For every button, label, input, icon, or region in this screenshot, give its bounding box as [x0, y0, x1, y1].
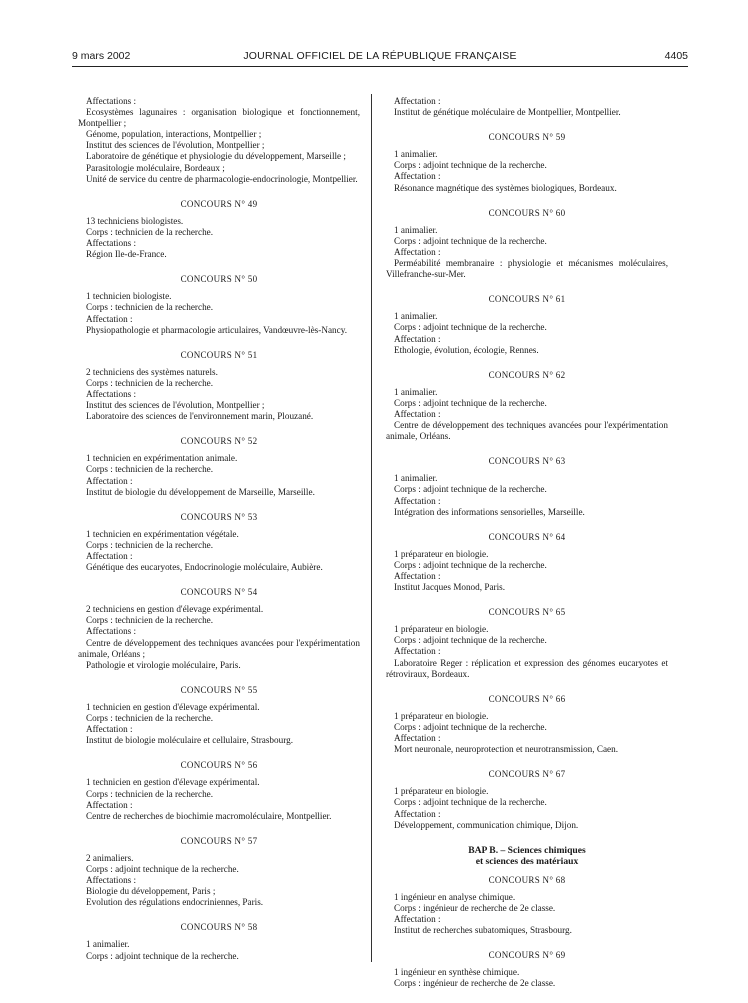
left-intro-block — [78, 96, 360, 185]
right-intro-block — [386, 96, 668, 118]
text-line: Corps : adjoint technique de la recherche. — [394, 797, 547, 808]
text-line: 1 animalier. — [394, 386, 438, 397]
concours-title: CONCOURS N° 49 — [180, 198, 258, 209]
text-line: 1 animalier. — [86, 939, 130, 950]
concours-block-60 — [386, 208, 668, 281]
concours-title: CONCOURS N° 53 — [180, 511, 258, 522]
text-line: 13 techniciens biologistes. — [86, 215, 184, 226]
text-line: 1 technicien en gestion d'élevage expérimental. — [86, 777, 260, 788]
text-line: Biologie du développement, Paris ; — [86, 886, 216, 897]
concours-title: CONCOURS N° 65 — [488, 607, 566, 618]
text-line: 1 ingénieur en analyse chimique. — [394, 891, 516, 902]
concours-title: CONCOURS N° 69 — [488, 950, 566, 961]
text-line: 2 animaliers. — [86, 852, 134, 863]
concours-block-62 — [386, 370, 668, 443]
text-line: Parasitologie moléculaire, Bordeaux ; — [86, 162, 225, 173]
concours-block-66 — [386, 694, 668, 755]
text-line: 1 préparateur en biologie. — [394, 624, 489, 635]
text-line: Institut de génétique moléculaire de Montpellier, Montpellier. — [394, 107, 621, 118]
text-line: 1 technicien en expérimentation animale. — [86, 453, 238, 464]
text-line: Institut Jacques Monod, Paris. — [394, 582, 506, 593]
concours-block-57 — [78, 836, 360, 909]
text-line: Centre de développement des techniques avancées pour l'expérimentation animale, Orléans ; — [78, 637, 360, 659]
text-line: Corps : adjoint technique de la recherche. — [394, 160, 547, 171]
text-line: Corps : technicien de la recherche. — [86, 302, 214, 313]
text-line: 1 animalier. — [394, 149, 438, 160]
text-line: Affectation : — [394, 913, 441, 924]
concours-block-65 — [386, 607, 668, 680]
text-line: 1 préparateur en biologie. — [394, 786, 489, 797]
concours-block-53 — [78, 512, 360, 573]
concours-block-58 — [78, 922, 360, 961]
text-line: Affectation : — [86, 799, 133, 810]
text-line: Affectation : — [394, 571, 441, 581]
concours-title: CONCOURS N° 54 — [180, 587, 258, 598]
text-line: Institut de recherches subatomiques, Strasbourg. — [394, 925, 572, 936]
text-line: Corps : adjoint technique de la recherche. — [86, 863, 239, 874]
text-line: Mort neuronale, neuroprotection et neurotransmission, Caen. — [394, 744, 619, 755]
text-line: Intégration des informations sensorielles, Marseille. — [394, 506, 585, 517]
text-line: Physiopathologie et pharmacologie articulaires, Vandœuvre-lès-Nancy. — [86, 324, 347, 335]
text-line: Institut de biologie du développement de Marseille, Marseille. — [86, 486, 315, 497]
text-line: Corps : adjoint technique de la recherche. — [394, 559, 547, 570]
text-line: Génome, population, interactions, Montpellier ; — [86, 129, 262, 140]
text-line: Corps : adjoint technique de la recherche. — [394, 397, 547, 408]
text-line: Affectation : — [86, 724, 133, 735]
text-line: Unité de service du centre de pharmacologie-endocrinologie, Montpellier. — [86, 173, 358, 184]
text-line: Corps : adjoint technique de la recherche. — [394, 721, 547, 732]
bap-heading — [386, 845, 668, 867]
concours-title: CONCOURS N° 66 — [488, 693, 566, 704]
text-line: Laboratoire de génétique et physiologie du développement, Marseille ; — [86, 151, 346, 162]
text-line: Affectation : — [394, 808, 441, 819]
text-line: Affectations : — [86, 388, 137, 399]
text-line: Perméabilité membranaire : physiologie et mécanismes moléculaires, Villefranche-sur-Mer. — [386, 258, 668, 280]
text-line: Région Ile-de-France. — [86, 249, 167, 260]
concours-block-61 — [386, 294, 668, 355]
text-line: Corps : ingénieur de recherche de 2e classe. — [394, 978, 556, 989]
text-line: Corps : technicien de la recherche. — [86, 539, 214, 550]
text-line: Corps : adjoint technique de la recherche. — [394, 235, 547, 246]
text-line: Pathologie et virologie moléculaire, Paris. — [86, 659, 241, 670]
right-column — [386, 96, 668, 1003]
text-line: 2 techniciens des systèmes naturels. — [86, 366, 218, 377]
concours-title: CONCOURS N° 52 — [180, 436, 258, 447]
concours-block-51 — [78, 350, 360, 423]
concours-title: CONCOURS N° 67 — [488, 769, 566, 780]
concours-block-54 — [78, 587, 360, 671]
text-line: Corps : technicien de la recherche. — [86, 377, 214, 388]
text-line: Affectations : — [86, 875, 137, 886]
page-header — [72, 50, 688, 67]
text-line: Résonance magnétique des systèmes biologiques, Bordeaux. — [394, 182, 617, 193]
concours-title: CONCOURS N° 63 — [488, 456, 566, 467]
text-line: Affectation : — [394, 495, 441, 506]
text-line: Corps : adjoint technique de la recherche. — [86, 950, 239, 961]
concours-title: CONCOURS N° 62 — [488, 369, 566, 380]
text-line: Affectation : — [394, 96, 441, 106]
text-line: 1 animalier. — [394, 224, 438, 235]
concours-title: CONCOURS N° 55 — [180, 684, 258, 695]
text-line: Ecosystèmes lagunaires : organisation biologique et fonctionnement, Montpellier ; — [78, 107, 360, 129]
concours-block-67 — [386, 769, 668, 830]
text-line: Institut des sciences de l'évolution, Montpellier ; — [86, 140, 265, 151]
text-line: Corps : adjoint technique de la recherche. — [394, 484, 547, 495]
concours-title: CONCOURS N° 68 — [488, 874, 566, 885]
text-line: Affectations : — [86, 626, 137, 637]
text-line: Institut des sciences de l'évolution, Montpellier ; — [86, 400, 265, 411]
text-line: Corps : adjoint technique de la recherche. — [394, 635, 547, 646]
text-line: 1 préparateur en biologie. — [394, 548, 489, 559]
text-line: Institut de biologie moléculaire et cellulaire, Strasbourg. — [86, 735, 294, 746]
text-line: Affectation : — [394, 646, 441, 657]
text-line: Corps : adjoint technique de la recherche. — [394, 322, 547, 333]
concours-title: CONCOURS N° 60 — [488, 207, 566, 218]
text-line: 1 technicien en gestion d'élevage expérimental. — [86, 701, 260, 712]
text-line: Affectation : — [394, 733, 441, 744]
bap-heading-line-2: et sciences des matériaux — [475, 855, 579, 867]
concours-title: CONCOURS N° 64 — [488, 531, 566, 542]
text-line: 1 technicien en expérimentation végétale. — [86, 528, 239, 539]
text-line: Laboratoire Reger : réplication et expression des génomes eucaryotes et rétroviraux, Bordeaux. — [386, 657, 668, 679]
bap-heading-line-1: BAP B. – Sciences chimiques — [468, 844, 586, 856]
text-line: Affectation : — [86, 475, 133, 486]
text-line: 1 préparateur en biologie. — [394, 710, 489, 721]
text-line: Affectation : — [394, 246, 441, 257]
concours-block-63 — [386, 456, 668, 517]
text-line: Affectation : — [86, 313, 133, 324]
text-line: Centre de développement des techniques avancées pour l'expérimentation animale, Orléans. — [386, 420, 668, 442]
concours-title: CONCOURS N° 61 — [488, 294, 566, 305]
journal-title: JOURNAL OFFICIEL DE LA RÉPUBLIQUE FRANÇAISE — [243, 50, 517, 62]
text-line: Evolution des régulations endocriniennes, Paris. — [86, 897, 264, 908]
text-line: Affectations : — [86, 238, 137, 249]
text-line: Ethologie, évolution, écologie, Rennes. — [394, 344, 539, 355]
text-line: 1 technicien biologiste. — [86, 291, 172, 302]
text-line: Affectation : — [86, 551, 133, 561]
concours-block-50 — [78, 274, 360, 335]
concours-block-49 — [78, 199, 360, 260]
text-line: Génétique des eucaryotes, Endocrinologie moléculaire, Aubière. — [86, 562, 323, 573]
text-line: Corps : technicien de la recherche. — [86, 464, 214, 475]
text-line: Laboratoire des sciences de l'environnement marin, Plouzané. — [86, 411, 314, 422]
concours-title: CONCOURS N° 51 — [180, 349, 258, 360]
concours-block-55 — [78, 685, 360, 746]
concours-title: CONCOURS N° 58 — [180, 922, 258, 933]
text-line: Affectation : — [394, 171, 441, 182]
text-line: Développement, communication chimique, Dijon. — [394, 819, 579, 830]
text-line: 2 techniciens en gestion d'élevage expérimental. — [86, 604, 264, 615]
concours-title: CONCOURS N° 50 — [180, 274, 258, 285]
text-line: Affectation : — [394, 408, 441, 419]
concours-block-69 — [386, 950, 668, 989]
concours-block-59 — [386, 132, 668, 193]
column-divider — [371, 94, 372, 962]
text-line: 1 animalier. — [394, 473, 438, 484]
page-number: 4405 — [664, 50, 688, 62]
text-line: Corps : technicien de la recherche. — [86, 713, 214, 724]
header-date: 9 mars 2002 — [72, 50, 131, 62]
text-line: Corps : technicien de la recherche. — [86, 615, 214, 626]
text-line: Corps : technicien de la recherche. — [86, 788, 214, 799]
concours-block-64 — [386, 532, 668, 593]
text-line: Affectation : — [394, 333, 441, 344]
concours-block-52 — [78, 436, 360, 497]
text-line: Centre de recherches de biochimie macromoléculaire, Montpellier. — [86, 810, 332, 821]
text-line: Corps : ingénieur de recherche de 2e classe. — [394, 902, 556, 913]
concours-block-56 — [78, 760, 360, 821]
concours-title: CONCOURS N° 59 — [488, 132, 566, 143]
text-line: 1 animalier. — [394, 311, 438, 322]
text-line: 1 ingénieur en synthèse chimique. — [394, 967, 520, 978]
text-line: Corps : technicien de la recherche. — [86, 226, 214, 237]
concours-block-68 — [386, 875, 668, 936]
concours-title: CONCOURS N° 57 — [180, 835, 258, 846]
left-column — [78, 96, 360, 976]
text-line: Affectations : — [86, 96, 137, 106]
concours-title: CONCOURS N° 56 — [180, 760, 258, 771]
